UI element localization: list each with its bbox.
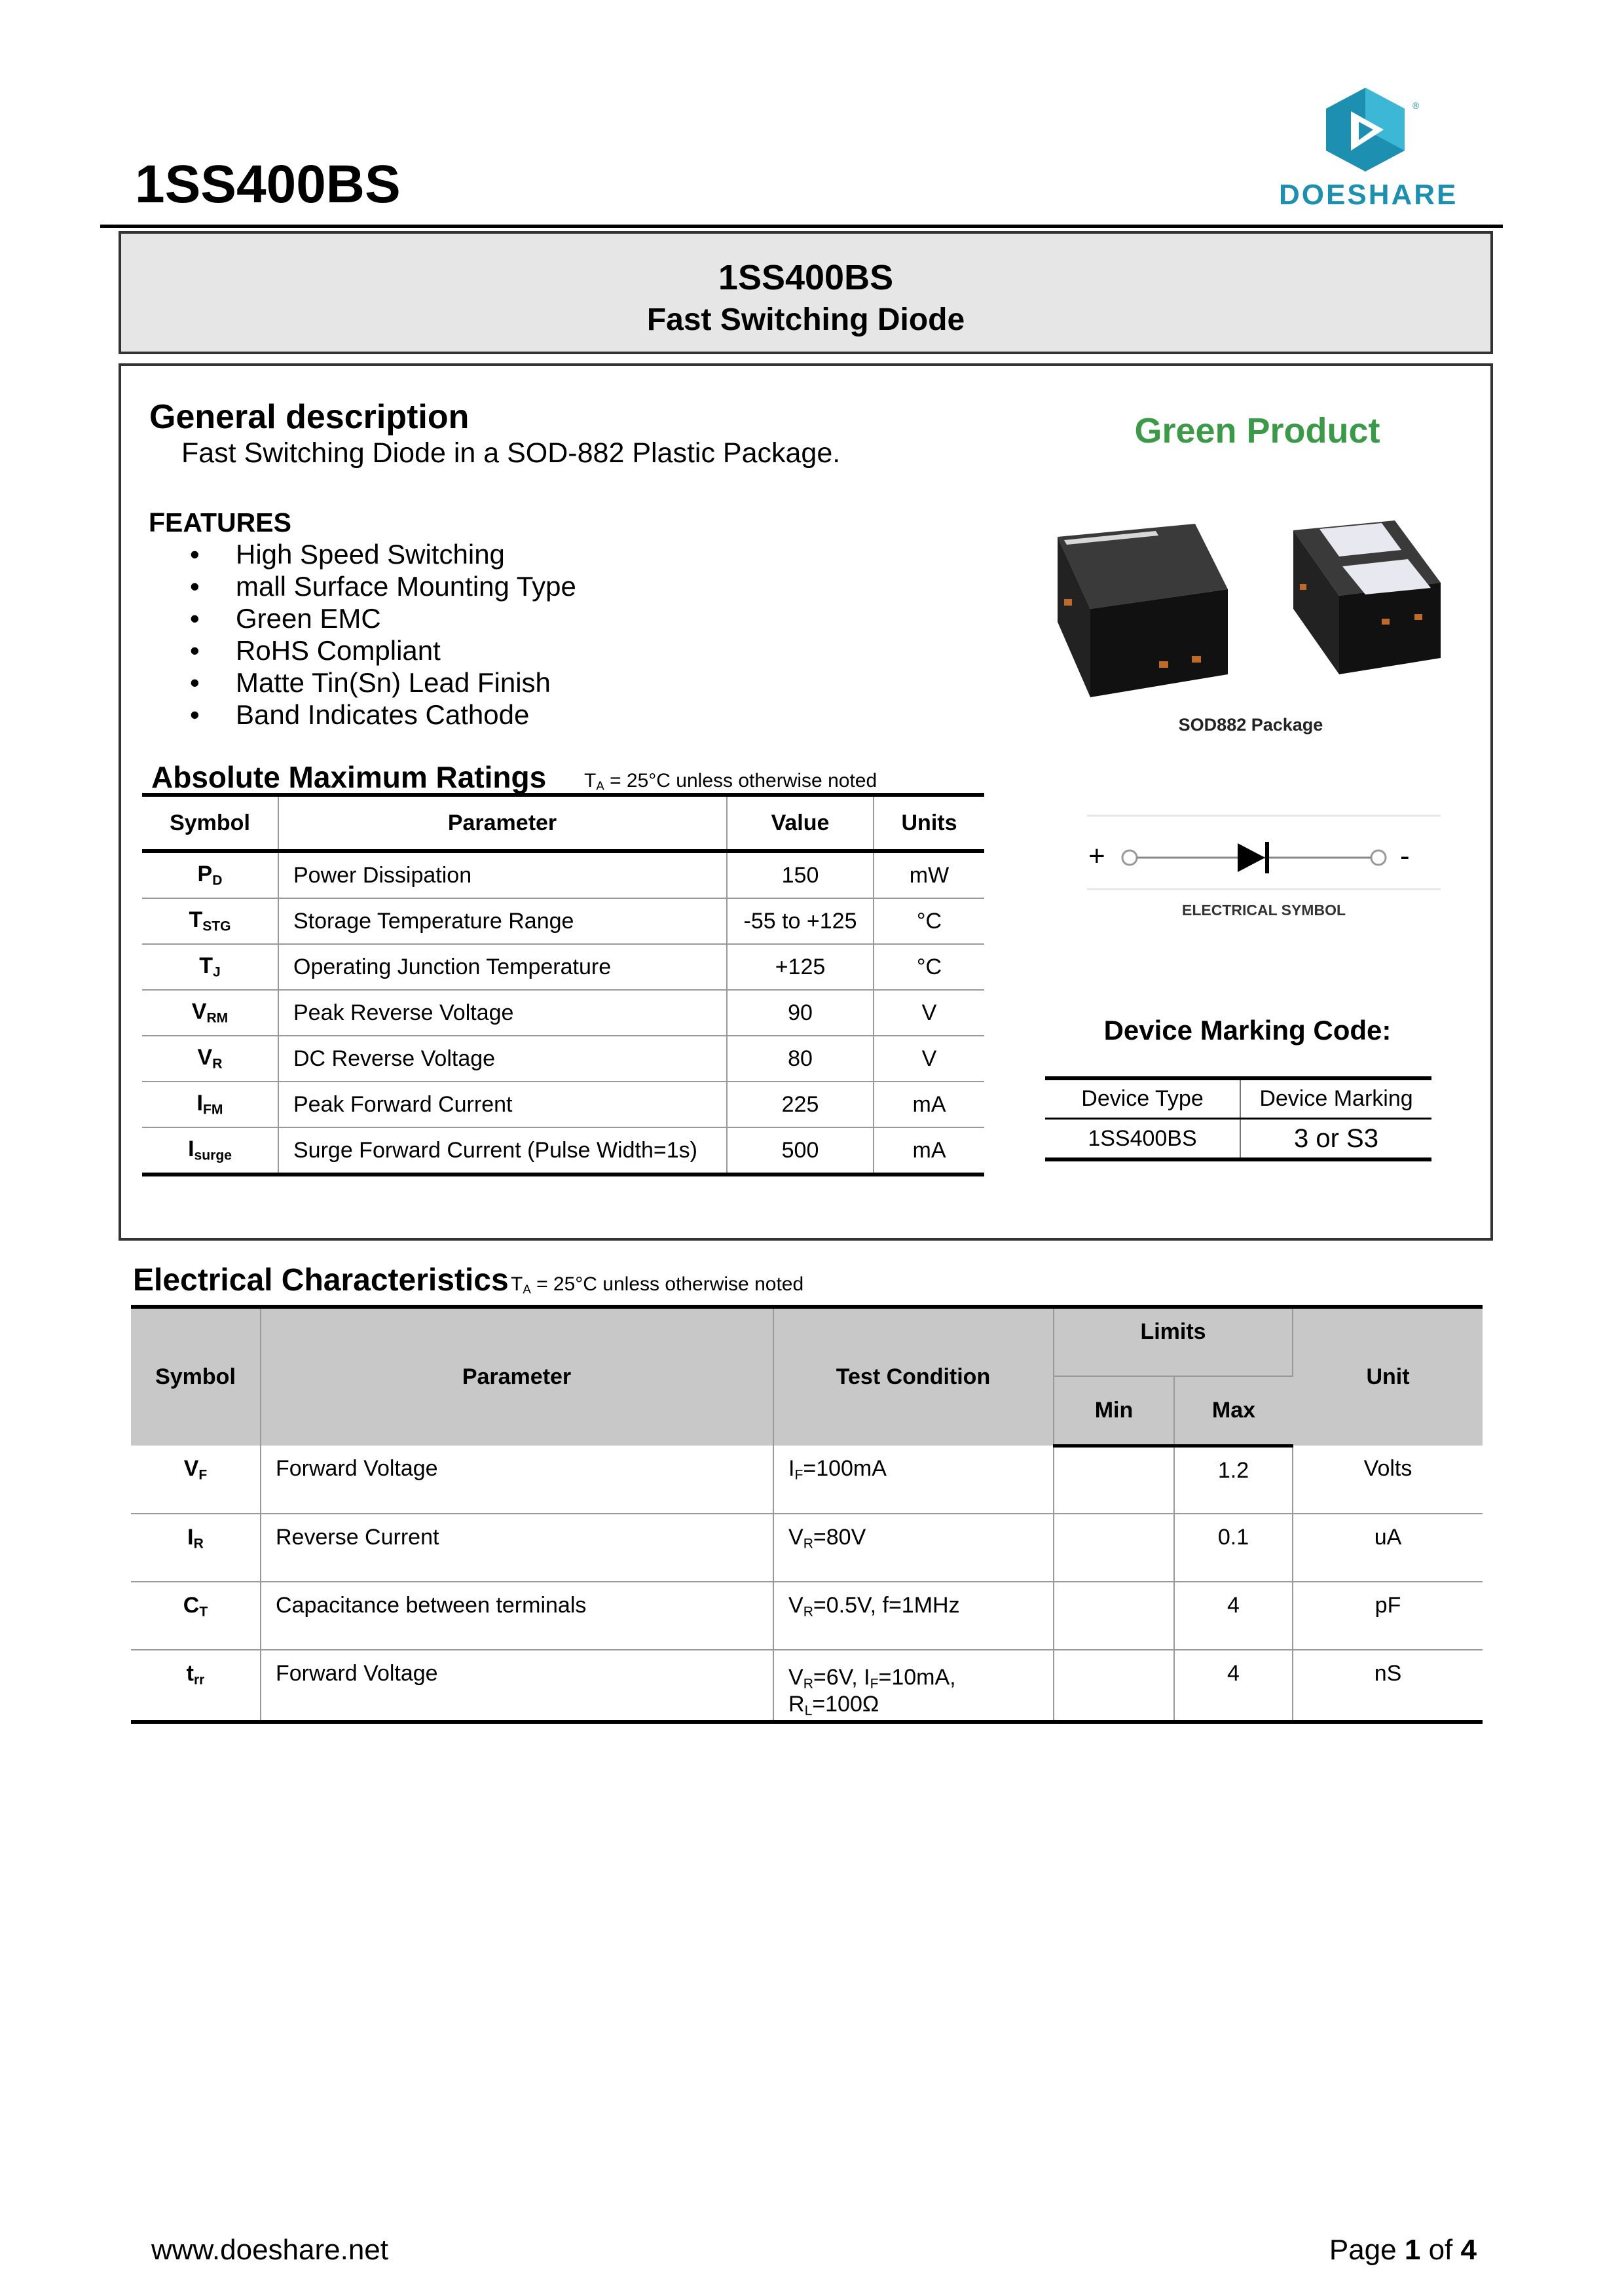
diode-icon: [1238, 842, 1269, 873]
package-top-icon: [1058, 524, 1228, 697]
list-item: • mall Surface Mounting Type: [190, 571, 576, 602]
symbol-cell: $I_R$: [131, 1514, 261, 1582]
table-row: $C_T$ Capacitance between terminals $V_R=0.5V$, f=1MHz 4 pF: [131, 1582, 1483, 1650]
general-description-text: Fast Switching Diode in a SOD-882 Plastic Package.: [181, 437, 841, 469]
table-row: $T_{STG}$ Storage Temperature Range -55 to +125 °C: [142, 898, 984, 944]
package-bottom-icon: [1293, 520, 1441, 674]
package-caption: SOD882 Package: [1178, 715, 1323, 735]
column-header-min: Min: [1054, 1376, 1174, 1446]
condition-cell: $V_R=0.5V$, f=1MHz: [773, 1582, 1054, 1650]
symbol-cell: $C_T$: [131, 1582, 261, 1650]
column-header-symbol: Symbol: [131, 1307, 261, 1446]
electrical-symbol: [1087, 812, 1441, 923]
title-box-part: 1SS400BS: [718, 258, 894, 297]
column-header-limits: Limits: [1054, 1307, 1293, 1376]
condition-cell: $V_R=6V$, $I_F=10mA$, $R_L=100\Omega$: [773, 1650, 1054, 1722]
symbol-cell: $T_{STG}$: [142, 898, 278, 944]
table-row: $P_D$ Power Dissipation 150 mW: [142, 851, 984, 898]
bullet-icon: •: [190, 699, 200, 730]
document-title: 1SS400BS: [135, 155, 401, 214]
list-item: • Green EMC: [190, 603, 381, 634]
bullet-icon: •: [190, 635, 200, 666]
features-heading: FEATURES: [149, 507, 291, 538]
condition-cell: $V_R=80V$: [773, 1514, 1054, 1582]
bullet-icon: •: [190, 539, 200, 570]
list-item: • RoHS Compliant: [190, 635, 441, 666]
page-number: Page 1 of 4: [1329, 2234, 1477, 2266]
bullet-icon: •: [190, 571, 200, 602]
symbol-cell: $V_R$: [142, 1036, 278, 1082]
table-row: $V_F$ Forward Voltage $I_F=100mA$ 1.2 Volts: [131, 1446, 1483, 1514]
list-item: • High Speed Switching: [190, 539, 505, 570]
table-row: $T_J$ Operating Junction Temperature +125 °C: [142, 944, 984, 990]
logo-hexagon-icon: [1326, 88, 1405, 172]
table-row: 1SS400BS 3 or S3: [1045, 1119, 1431, 1160]
column-header-parameter: Parameter: [278, 795, 727, 851]
electrical-characteristics-table: [131, 1305, 1483, 1724]
logo-registered-mark: ®: [1412, 100, 1420, 111]
sod882-package-image: [1038, 511, 1464, 720]
condition-cell: $I_F=100mA$: [773, 1446, 1054, 1514]
features-list: [190, 538, 576, 731]
doeshare-logo: [1274, 85, 1500, 223]
title-box-subtitle: Fast Switching Diode: [646, 302, 965, 337]
column-header-device-marking: Device Marking: [1240, 1078, 1431, 1119]
bullet-icon: •: [190, 603, 200, 634]
electrical-symbol-caption: ELECTRICAL SYMBOL: [1181, 902, 1346, 919]
anode-plus-label: +: [1088, 840, 1105, 872]
bullet-icon: •: [190, 667, 200, 698]
column-header-max: Max: [1174, 1376, 1293, 1446]
device-marking-table: [1045, 1076, 1431, 1161]
symbol-cell: $T_J$: [142, 944, 278, 990]
list-item: • Matte Tin(Sn) Lead Finish: [190, 667, 551, 698]
column-header-test-condition: Test Condition: [773, 1307, 1054, 1446]
column-header-unit: Unit: [1293, 1307, 1483, 1446]
symbol-cell: $I_{FM}$: [142, 1082, 278, 1127]
column-header-device-type: Device Type: [1045, 1078, 1240, 1119]
footer-website-link[interactable]: www.doeshare.net: [151, 2234, 388, 2266]
amr-condition-note: $T_A = 25^\circ C$ unless otherwise noted: [584, 770, 877, 793]
cathode-minus-label: -: [1400, 840, 1410, 872]
green-product-badge: Green Product: [1134, 411, 1380, 450]
column-header-parameter: Parameter: [261, 1307, 773, 1446]
general-description-heading: General description: [149, 398, 470, 436]
column-header-units: Units: [874, 795, 984, 851]
symbol-cell: $I_{surge}$: [142, 1127, 278, 1175]
logo-text: DOESHARE: [1279, 179, 1458, 211]
symbol-cell: $V_F$: [131, 1446, 261, 1514]
table-row: $t_{rr}$ Forward Voltage $V_R=6V$, $I_F=10mA$, $R_L=100\Omega$ 4 nS: [131, 1650, 1483, 1722]
table-row: $I_{FM}$ Peak Forward Current 225 mA: [142, 1082, 984, 1127]
header-divider: [100, 225, 1503, 228]
absolute-maximum-ratings-table: [142, 793, 984, 1176]
table-row: $I_R$ Reverse Current $V_R=80V$ 0.1 uA: [131, 1514, 1483, 1582]
table-row: $V_R$ DC Reverse Voltage 80 V: [142, 1036, 984, 1082]
title-box: [119, 231, 1493, 354]
list-item: • Band Indicates Cathode: [190, 699, 530, 730]
column-header-value: Value: [727, 795, 874, 851]
ec-heading: Electrical Characteristics: [133, 1263, 509, 1298]
symbol-cell: $P_D$: [142, 851, 278, 898]
amr-heading: Absolute Maximum Ratings: [151, 760, 547, 794]
symbol-cell: $t_{rr}$: [131, 1650, 261, 1722]
column-header-symbol: Symbol: [142, 795, 278, 851]
marking-heading: Device Marking Code:: [1103, 1015, 1392, 1046]
ec-condition-note: $T_A = 25^\circ C$ unless otherwise noted: [511, 1273, 804, 1296]
table-row: $V_{RM}$ Peak Reverse Voltage 90 V: [142, 990, 984, 1036]
table-row: $I_{surge}$ Surge Forward Current (Pulse Width=1s) 500 mA: [142, 1127, 984, 1175]
symbol-cell: $V_{RM}$: [142, 990, 278, 1036]
